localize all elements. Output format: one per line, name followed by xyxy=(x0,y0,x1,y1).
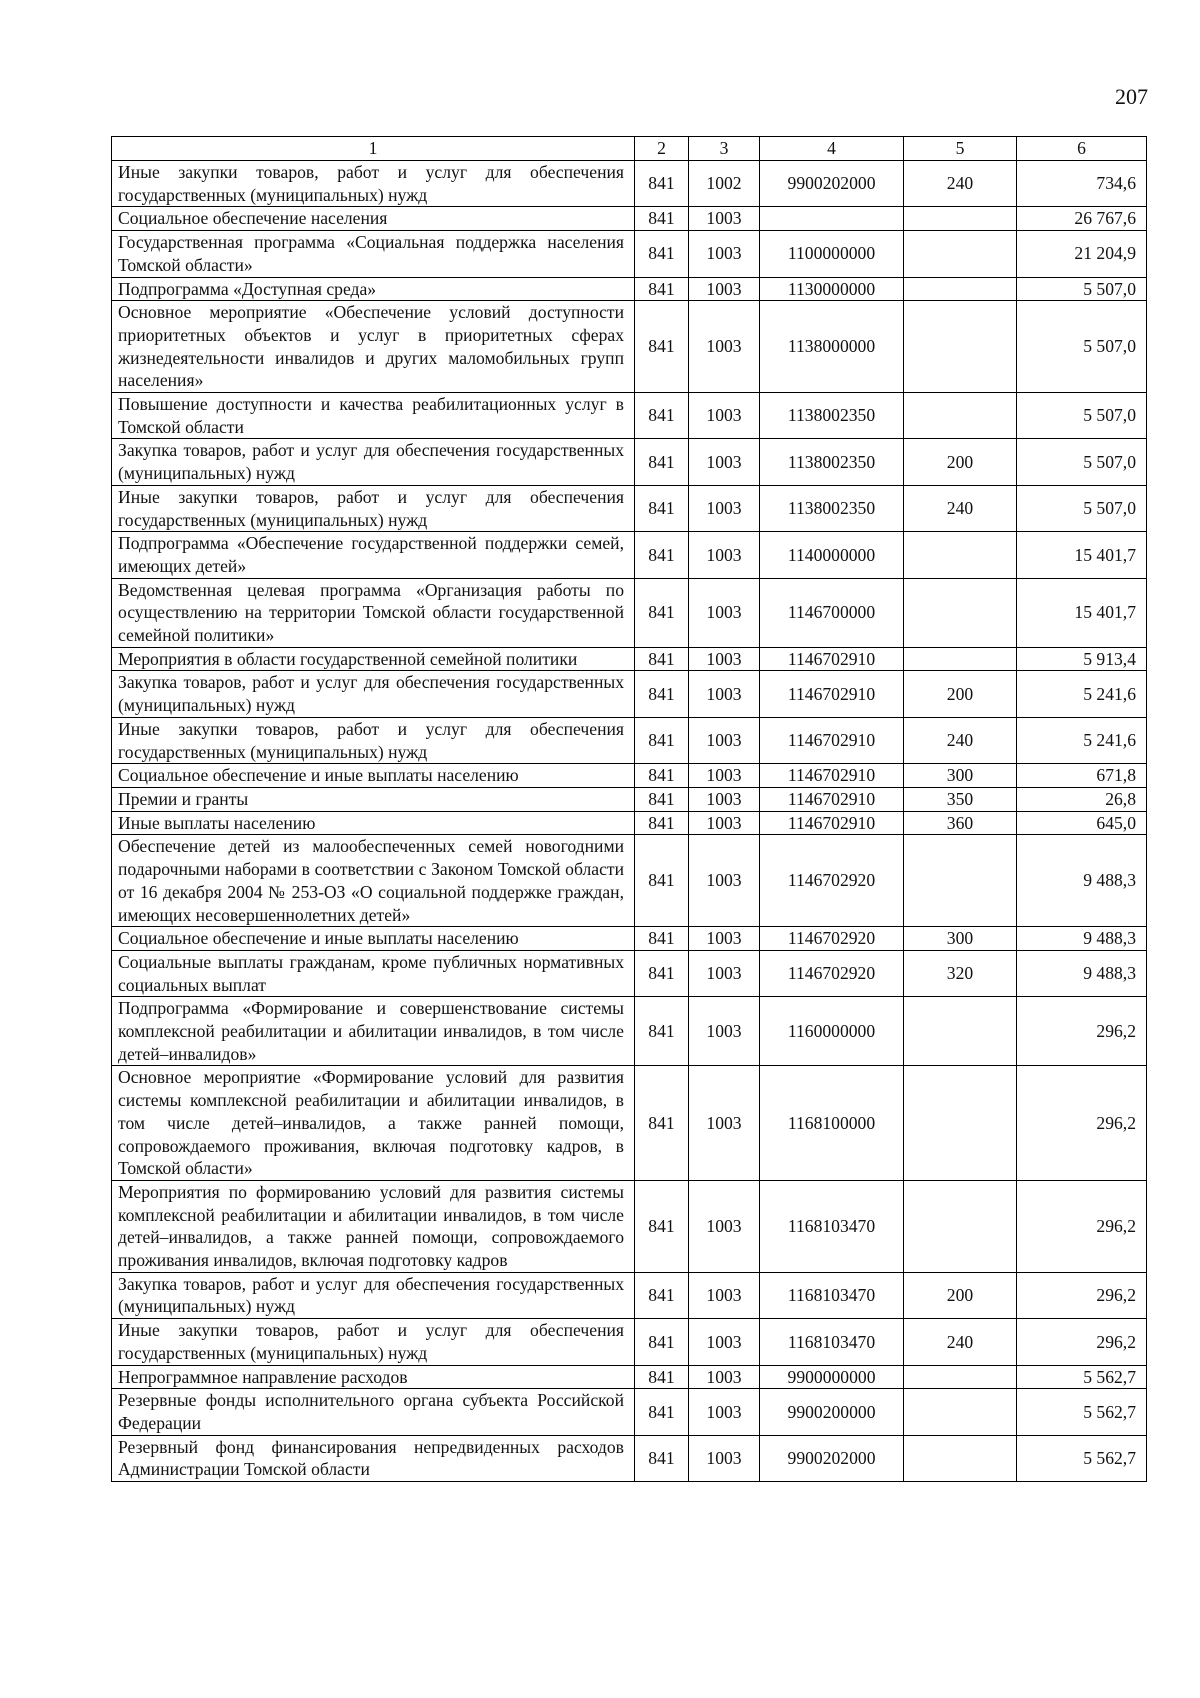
row-col4-cell: 1138002350 xyxy=(760,485,904,531)
row-name-cell: Премии и гранты xyxy=(112,787,635,811)
table-row xyxy=(112,277,1147,301)
table-header-row xyxy=(112,137,1147,161)
row-col6-cell: 5 562,7 xyxy=(1017,1435,1147,1481)
header-cell-3: 3 xyxy=(689,137,760,161)
row-col5-cell xyxy=(904,578,1017,647)
row-col3-cell: 1003 xyxy=(689,1319,760,1365)
row-col5-cell: 200 xyxy=(904,671,1017,717)
row-col4-cell xyxy=(760,207,904,231)
row-name-cell: Непрограммное направление расходов xyxy=(112,1365,635,1389)
row-col4-cell: 9900202000 xyxy=(760,1435,904,1481)
table-row xyxy=(112,301,1147,393)
row-col6-cell: 9 488,3 xyxy=(1017,950,1147,996)
row-col6-cell: 296,2 xyxy=(1017,1066,1147,1181)
row-col4-cell: 1138000000 xyxy=(760,301,904,393)
row-col2-cell: 841 xyxy=(635,835,689,927)
row-col6-cell: 5 507,0 xyxy=(1017,485,1147,531)
row-col5-cell: 300 xyxy=(904,927,1017,951)
row-name-cell: Подпрограмма «Обеспечение государственной поддержки семей, имеющих детей» xyxy=(112,532,635,578)
table-row xyxy=(112,671,1147,717)
row-col6-cell: 9 488,3 xyxy=(1017,835,1147,927)
row-col2-cell: 841 xyxy=(635,811,689,835)
row-col4-cell: 1146702920 xyxy=(760,835,904,927)
row-col4-cell: 1146700000 xyxy=(760,578,904,647)
row-col5-cell xyxy=(904,207,1017,231)
header-cell-1: 1 xyxy=(112,137,635,161)
row-col6-cell: 26,8 xyxy=(1017,787,1147,811)
row-col6-cell: 5 507,0 xyxy=(1017,439,1147,485)
table-row xyxy=(112,1272,1147,1318)
row-col5-cell: 300 xyxy=(904,764,1017,788)
row-col4-cell: 1146702920 xyxy=(760,927,904,951)
row-col4-cell: 1138002350 xyxy=(760,439,904,485)
row-name-cell: Мероприятия в области государственной семейной политики xyxy=(112,647,635,671)
row-col6-cell: 15 401,7 xyxy=(1017,532,1147,578)
header-cell-2: 2 xyxy=(635,137,689,161)
row-col4-cell: 1140000000 xyxy=(760,532,904,578)
row-col2-cell: 841 xyxy=(635,764,689,788)
row-col2-cell: 841 xyxy=(635,950,689,996)
table-row xyxy=(112,787,1147,811)
row-col2-cell: 841 xyxy=(635,671,689,717)
row-col3-cell: 1003 xyxy=(689,485,760,531)
row-col6-cell: 296,2 xyxy=(1017,1180,1147,1272)
row-col4-cell: 1130000000 xyxy=(760,277,904,301)
row-col6-cell: 26 767,6 xyxy=(1017,207,1147,231)
row-col4-cell: 1168103470 xyxy=(760,1180,904,1272)
row-col6-cell: 5 562,7 xyxy=(1017,1365,1147,1389)
row-col5-cell xyxy=(904,1435,1017,1481)
row-col3-cell: 1002 xyxy=(689,161,760,207)
row-col4-cell: 1168100000 xyxy=(760,1066,904,1181)
row-col2-cell: 841 xyxy=(635,301,689,393)
table-row xyxy=(112,1389,1147,1435)
row-col3-cell: 1003 xyxy=(689,787,760,811)
row-col5-cell xyxy=(904,1180,1017,1272)
table-row xyxy=(112,393,1147,439)
table-row xyxy=(112,647,1147,671)
row-col5-cell: 360 xyxy=(904,811,1017,835)
row-col2-cell: 841 xyxy=(635,439,689,485)
row-name-cell: Государственная программа «Социальная поддержка населения Томской области» xyxy=(112,231,635,277)
row-col2-cell: 841 xyxy=(635,1272,689,1318)
row-col5-cell: 240 xyxy=(904,485,1017,531)
row-col5-cell xyxy=(904,532,1017,578)
row-col2-cell: 841 xyxy=(635,787,689,811)
table-row xyxy=(112,1365,1147,1389)
table-row xyxy=(112,950,1147,996)
row-name-cell: Социальное обеспечение и иные выплаты населению xyxy=(112,927,635,951)
row-col4-cell: 1168103470 xyxy=(760,1272,904,1318)
row-col6-cell: 734,6 xyxy=(1017,161,1147,207)
row-col5-cell xyxy=(904,301,1017,393)
row-col3-cell: 1003 xyxy=(689,997,760,1066)
row-col5-cell xyxy=(904,835,1017,927)
row-col6-cell: 5 507,0 xyxy=(1017,393,1147,439)
row-col5-cell: 240 xyxy=(904,161,1017,207)
row-col4-cell: 1146702910 xyxy=(760,787,904,811)
row-col2-cell: 841 xyxy=(635,1365,689,1389)
row-col4-cell: 1146702910 xyxy=(760,717,904,763)
row-col4-cell: 9900200000 xyxy=(760,1389,904,1435)
row-col6-cell: 9 488,3 xyxy=(1017,927,1147,951)
row-col3-cell: 1003 xyxy=(689,811,760,835)
row-col2-cell: 841 xyxy=(635,485,689,531)
row-col3-cell: 1003 xyxy=(689,1180,760,1272)
table-row xyxy=(112,207,1147,231)
row-col4-cell: 1168103470 xyxy=(760,1319,904,1365)
row-col3-cell: 1003 xyxy=(689,764,760,788)
row-col3-cell: 1003 xyxy=(689,835,760,927)
row-col2-cell: 841 xyxy=(635,393,689,439)
row-name-cell: Иные закупки товаров, работ и услуг для обеспечения государственных (муниципальных) нужд xyxy=(112,1319,635,1365)
row-name-cell: Мероприятия по формированию условий для развития системы комплексной реабилитации и абилитации инвалидов, в том числе детей–инвалидов, а также ранней помощи, сопровождаемого проживания инвалидов, включая подготовку кадров xyxy=(112,1180,635,1272)
row-col4-cell: 9900202000 xyxy=(760,161,904,207)
row-col2-cell: 841 xyxy=(635,1319,689,1365)
table-row xyxy=(112,835,1147,927)
row-name-cell: Основное мероприятие «Обеспечение условий доступности приоритетных объектов и услуг в приоритетных сферах жизнедеятельности инвалидов и других маломобильных групп населения» xyxy=(112,301,635,393)
row-col5-cell xyxy=(904,997,1017,1066)
row-col3-cell: 1003 xyxy=(689,532,760,578)
row-col2-cell: 841 xyxy=(635,997,689,1066)
row-col3-cell: 1003 xyxy=(689,950,760,996)
row-col4-cell: 1146702910 xyxy=(760,671,904,717)
row-col5-cell: 350 xyxy=(904,787,1017,811)
row-col2-cell: 841 xyxy=(635,1066,689,1181)
table-row xyxy=(112,1066,1147,1181)
row-col2-cell: 841 xyxy=(635,231,689,277)
row-name-cell: Иные закупки товаров, работ и услуг для обеспечения государственных (муниципальных) нужд xyxy=(112,717,635,763)
row-col3-cell: 1003 xyxy=(689,393,760,439)
row-col3-cell: 1003 xyxy=(689,277,760,301)
row-col5-cell xyxy=(904,393,1017,439)
row-name-cell: Иные закупки товаров, работ и услуг для обеспечения государственных (муниципальных) нужд xyxy=(112,485,635,531)
row-name-cell: Иные закупки товаров, работ и услуг для обеспечения государственных (муниципальных) нужд xyxy=(112,161,635,207)
row-name-cell: Закупка товаров, работ и услуг для обеспечения государственных (муниципальных) нужд xyxy=(112,1272,635,1318)
row-col6-cell: 671,8 xyxy=(1017,764,1147,788)
row-name-cell: Закупка товаров, работ и услуг для обеспечения государственных (муниципальных) нужд xyxy=(112,439,635,485)
row-col3-cell: 1003 xyxy=(689,1066,760,1181)
row-col3-cell: 1003 xyxy=(689,1435,760,1481)
row-col4-cell: 1138002350 xyxy=(760,393,904,439)
row-col2-cell: 841 xyxy=(635,717,689,763)
row-col6-cell: 21 204,9 xyxy=(1017,231,1147,277)
row-col3-cell: 1003 xyxy=(689,207,760,231)
row-col2-cell: 841 xyxy=(635,578,689,647)
row-col6-cell: 5 241,6 xyxy=(1017,671,1147,717)
row-name-cell: Закупка товаров, работ и услуг для обеспечения государственных (муниципальных) нужд xyxy=(112,671,635,717)
table-row xyxy=(112,578,1147,647)
row-col4-cell: 1146702910 xyxy=(760,764,904,788)
header-cell-6: 6 xyxy=(1017,137,1147,161)
row-col4-cell: 1100000000 xyxy=(760,231,904,277)
row-col5-cell xyxy=(904,1389,1017,1435)
row-col5-cell: 200 xyxy=(904,1272,1017,1318)
row-col4-cell: 1146702910 xyxy=(760,647,904,671)
row-col4-cell: 9900000000 xyxy=(760,1365,904,1389)
table-row xyxy=(112,927,1147,951)
row-col2-cell: 841 xyxy=(635,161,689,207)
row-col3-cell: 1003 xyxy=(689,578,760,647)
row-col6-cell: 5 562,7 xyxy=(1017,1389,1147,1435)
row-col2-cell: 841 xyxy=(635,647,689,671)
row-col3-cell: 1003 xyxy=(689,439,760,485)
row-col5-cell xyxy=(904,277,1017,301)
row-name-cell: Резервный фонд финансирования непредвиденных расходов Администрации Томской области xyxy=(112,1435,635,1481)
row-col6-cell: 296,2 xyxy=(1017,1319,1147,1365)
row-col6-cell: 5 507,0 xyxy=(1017,301,1147,393)
table-row xyxy=(112,997,1147,1066)
row-col3-cell: 1003 xyxy=(689,1272,760,1318)
row-col5-cell xyxy=(904,231,1017,277)
row-col2-cell: 841 xyxy=(635,1435,689,1481)
row-col5-cell xyxy=(904,1066,1017,1181)
table-row xyxy=(112,811,1147,835)
row-col2-cell: 841 xyxy=(635,927,689,951)
row-name-cell: Резервные фонды исполнительного органа субъекта Российской Федерации xyxy=(112,1389,635,1435)
table-row xyxy=(112,231,1147,277)
header-cell-5: 5 xyxy=(904,137,1017,161)
table-row xyxy=(112,1319,1147,1365)
row-col3-cell: 1003 xyxy=(689,717,760,763)
row-name-cell: Обеспечение детей из малообеспеченных семей новогодними подарочными наборами в соответствии с Законом Томской области от 16 декабря 2004 № 253-ОЗ «О социальной поддержке граждан, имеющих несовершеннолетних детей» xyxy=(112,835,635,927)
row-col2-cell: 841 xyxy=(635,277,689,301)
table-row xyxy=(112,439,1147,485)
row-col6-cell: 296,2 xyxy=(1017,1272,1147,1318)
row-col4-cell: 1160000000 xyxy=(760,997,904,1066)
row-col4-cell: 1146702910 xyxy=(760,811,904,835)
row-col3-cell: 1003 xyxy=(689,671,760,717)
row-col6-cell: 5 507,0 xyxy=(1017,277,1147,301)
table-row xyxy=(112,764,1147,788)
row-col6-cell: 645,0 xyxy=(1017,811,1147,835)
row-col6-cell: 5 913,4 xyxy=(1017,647,1147,671)
row-col2-cell: 841 xyxy=(635,532,689,578)
row-col5-cell xyxy=(904,647,1017,671)
row-name-cell: Социальное обеспечение населения xyxy=(112,207,635,231)
row-name-cell: Ведомственная целевая программа «Организация работы по осуществлению на территории Томской области государственной семейной политики» xyxy=(112,578,635,647)
row-name-cell: Основное мероприятие «Формирование условий для развития системы комплексной реабилитации и абилитации инвалидов, в том числе детей–инвалидов, а также ранней помощи, сопровождаемого проживания, включая подготовку кадров, в Томской области» xyxy=(112,1066,635,1181)
row-name-cell: Повышение доступности и качества реабилитационных услуг в Томской области xyxy=(112,393,635,439)
row-col4-cell: 1146702920 xyxy=(760,950,904,996)
row-col3-cell: 1003 xyxy=(689,927,760,951)
row-col5-cell xyxy=(904,1365,1017,1389)
row-name-cell: Иные выплаты населению xyxy=(112,811,635,835)
table-row xyxy=(112,532,1147,578)
row-col5-cell: 200 xyxy=(904,439,1017,485)
row-name-cell: Подпрограмма «Доступная среда» xyxy=(112,277,635,301)
row-name-cell: Социальные выплаты гражданам, кроме публичных нормативных социальных выплат xyxy=(112,950,635,996)
row-col3-cell: 1003 xyxy=(689,647,760,671)
table-row xyxy=(112,717,1147,763)
header-cell-4: 4 xyxy=(760,137,904,161)
row-col3-cell: 1003 xyxy=(689,1389,760,1435)
row-col6-cell: 296,2 xyxy=(1017,997,1147,1066)
table-row xyxy=(112,161,1147,207)
row-col5-cell: 240 xyxy=(904,1319,1017,1365)
row-name-cell: Социальное обеспечение и иные выплаты населению xyxy=(112,764,635,788)
row-col5-cell: 240 xyxy=(904,717,1017,763)
row-col3-cell: 1003 xyxy=(689,1365,760,1389)
row-col6-cell: 5 241,6 xyxy=(1017,717,1147,763)
row-col3-cell: 1003 xyxy=(689,301,760,393)
table-row xyxy=(112,1435,1147,1481)
table-row xyxy=(112,1180,1147,1272)
row-col2-cell: 841 xyxy=(635,1389,689,1435)
row-col6-cell: 15 401,7 xyxy=(1017,578,1147,647)
row-col5-cell: 320 xyxy=(904,950,1017,996)
row-col2-cell: 841 xyxy=(635,1180,689,1272)
table-row xyxy=(112,485,1147,531)
row-col3-cell: 1003 xyxy=(689,231,760,277)
budget-table xyxy=(111,136,1147,1482)
page-number: 207 xyxy=(1115,84,1148,109)
row-name-cell: Подпрограмма «Формирование и совершенствование системы комплексной реабилитации и абилитации инвалидов, в том числе детей–инвалидов» xyxy=(112,997,635,1066)
row-col2-cell: 841 xyxy=(635,207,689,231)
